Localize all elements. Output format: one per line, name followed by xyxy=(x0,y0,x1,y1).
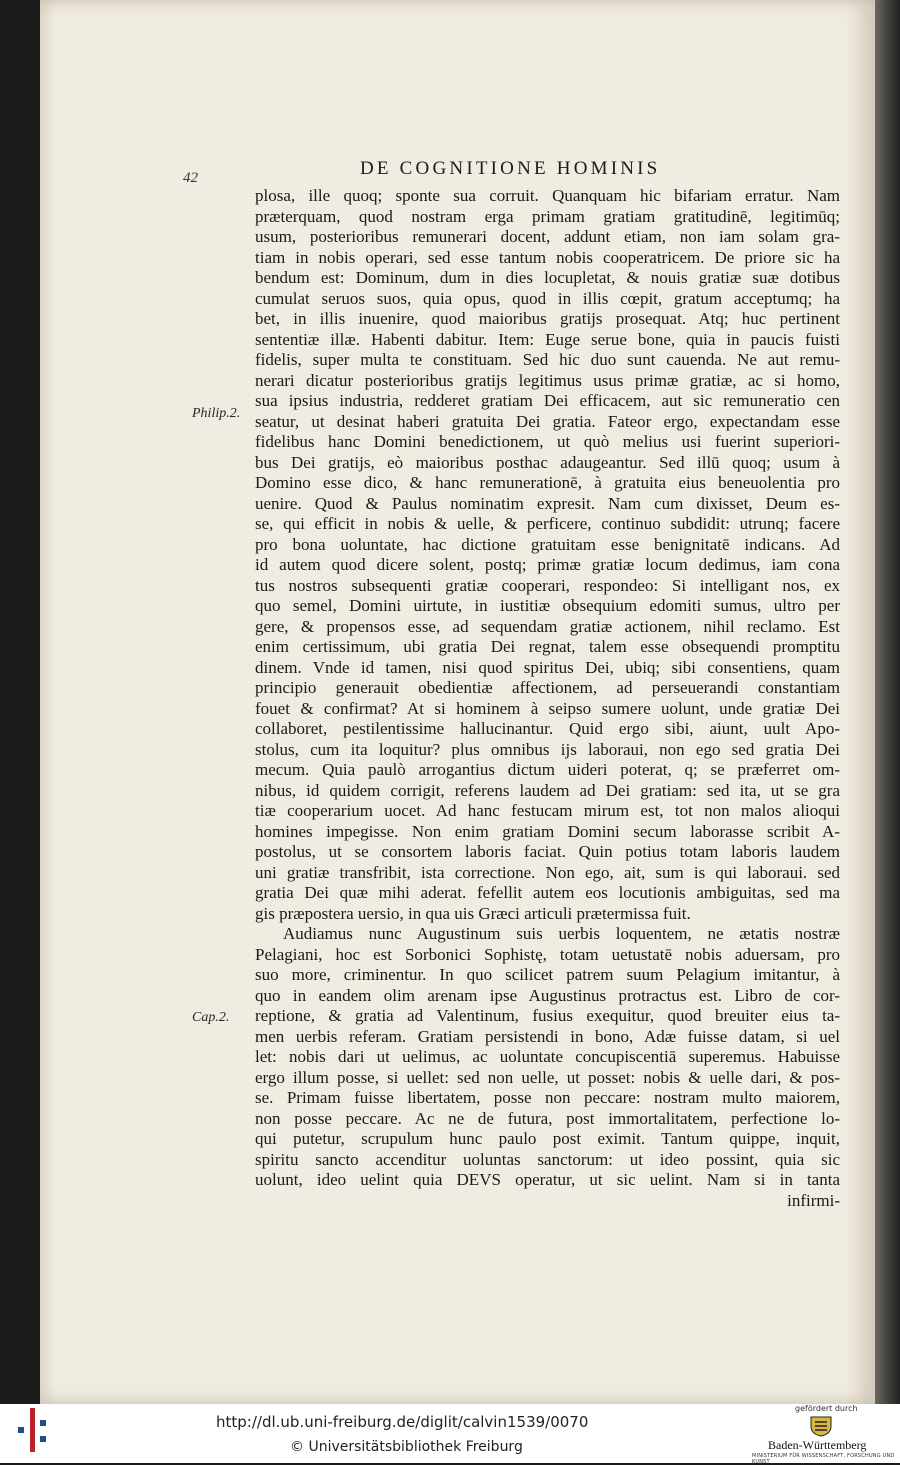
text-line: suo more, criminentur. In quo scilicet patrem suum Pelagium imitantur, à xyxy=(255,965,840,984)
text-line: mecum. Quia paulò arrogantius dictum uideri poterat, q; se præferret om- xyxy=(255,760,840,779)
text-line: men uerbis referam. Gratiam persistendi in bono, Adæ fuisse datam, si uel xyxy=(255,1026,840,1046)
text-line: stolus, cum ita loquitur? plus omnibus ijs laboraui, non ego sed gratia Dei xyxy=(255,739,840,759)
text-line: tiam in nobis operari, sed esse tantum nobis cooperatricem. De priore sic ha xyxy=(255,247,840,267)
text-line: bet, in illis inuenire, quod maioribus gratijs prosequat. Atq; huc pertinent xyxy=(255,309,840,328)
coat-of-arms-icon xyxy=(808,1415,834,1437)
text-line: Audiamus nunc Augustinum suis uerbis loquentem, ne ætatis nostræ xyxy=(283,924,840,943)
text-line: quo in eandem olim arenam ipse Augustinus protractus est. Libro de cor- xyxy=(255,985,840,1005)
marginal-note-cap: Cap.2. xyxy=(192,1010,230,1025)
text-line: plosa, ille quoq; sponte sua corruit. Quanquam hic bifariam erratur. Nam xyxy=(255,186,840,205)
text-line: non posse peccare. Ac ne de futura, post immortalitatem, perfectione lo- xyxy=(255,1108,840,1128)
page-edge xyxy=(875,0,900,1404)
text-line: principio generauit obedientiæ affectionem, ad perseuerandi constantiam xyxy=(255,678,840,697)
marginal-note-philip: Philip.2. xyxy=(192,406,241,421)
text-line: sua ipsius industria, redderet gratiam Dei efficacem, aut sic remuneratio cen xyxy=(255,391,840,410)
text-line: gis præpostera uersio, in qua uis Græci articuli prætermissa fuit. xyxy=(255,903,691,923)
text-line: se. Primam fuisse libertatem, posse non peccare: nostram multo maiorem, xyxy=(255,1088,840,1107)
text-line: seatur, ut desinat haberi gratuita Dei gratia. Fateor ergo, expectandam esse xyxy=(255,411,840,431)
permalink-url[interactable]: http://dl.ub.uni-freiburg.de/diglit/calvin1539/0070 xyxy=(216,1413,589,1431)
running-head: DE COGNITIONE HOMINIS xyxy=(360,158,661,179)
text-line: usum, posterioribus remunerari docent, addunt etiam, non iam solam gra- xyxy=(255,227,840,246)
body-text xyxy=(255,186,840,1211)
text-line: nibus, id quidem corrigit, referens laudem ad Dei gratiam: sed ita, ut se gra xyxy=(255,780,840,800)
text-line: Pelagiani, hoc est Sorbonici Sophistę, totam uetustatē nobis aduersam, pro xyxy=(255,944,840,964)
text-line: gere, & propensos esse, ad sequendam gratiæ actionem, nihil reclamo. Est xyxy=(255,616,840,636)
text-line: tiæ cooperarium uocet. Ad hanc festucam mirum est, tot non malos alioqui xyxy=(255,801,840,820)
text-line: præterquam, quod nostram erga primam gratiam gratitudinē, legitimūq; xyxy=(255,206,840,226)
text-line: dinem. Vnde id tamen, nisi quod spiritus Dei, ubiq; sibi consentiens, quam xyxy=(255,657,840,677)
text-line: ergo illum posse, si uellet: sed non uelle, ut posset: nobis & uelle dari, & pos- xyxy=(255,1067,840,1087)
text-line: pro bona uoluntate, hac dictione gratuitam esse benignitatē indicans. Ad xyxy=(255,534,840,554)
text-line: fouet & confirmat? At si hominem à seipso sumere uolunt, unde gratiæ Dei xyxy=(255,698,840,718)
text-line: fidelibus hanc Domini benedictionem, ut quò melius usi fuerint superiori- xyxy=(255,432,840,451)
text-line: fidelis, super multa te constituam. Sed hic duo sunt cauenda. Ne aut remu- xyxy=(255,350,840,369)
text-line: reptione, & gratia ad Valentinum, fusius exequitur, quod breuiter eius ta- xyxy=(255,1006,840,1025)
text-line: postolus, ut se consortem laboris faciat. Quin potius totam laboris laudem xyxy=(255,842,840,861)
text-line: uni gratiæ transfribit, ista correctione. Non ego, ait, sum is qui laboraui. sed xyxy=(255,862,840,882)
text-line: sententiæ illæ. Habenti dabitur. Item: Euge serue bone, quia in paucis fuisti xyxy=(255,329,840,349)
copyright-notice: © Universitätsbibliothek Freiburg xyxy=(290,1439,523,1455)
text-line: uolunt, ideo uelint quia DEVS operatur, ut sic uelint. Nam si in tanta xyxy=(255,1170,840,1189)
text-line: quo semel, Domini uirtute, in iustitiæ obsequium edomiti sumus, ultro per xyxy=(255,596,840,615)
funded-by-label: gefördert durch xyxy=(795,1404,858,1413)
text-line: Domino esse dico, & hanc remunerationē, à gratuita eius beneuolentia pro xyxy=(255,473,840,492)
text-line: homines impegisse. Non enim gratiam Domini secum laborasse scribit A- xyxy=(255,821,840,841)
funder-ministry: MINISTERIUM FÜR WISSENSCHAFT, FORSCHUNG UND KUNST xyxy=(752,1453,895,1465)
text-line: gratia Dei quæ mihi aderat. fefellit autem eos locutionis ambiguitas, sed ma xyxy=(255,883,840,902)
text-line: let: nobis dari ut uelimus, ac uoluntate concupiscentiā superemus. Habuisse xyxy=(255,1047,840,1066)
text-line: id autem quod dicere solent, postq; primæ gratiæ locum dedimus, iam cona xyxy=(255,555,840,574)
text-line: bus Dei gratijs, eò maioribus posthac adaugeantur. Sed illū quoq; usum à xyxy=(255,452,840,472)
funder-name: Baden-Württemberg xyxy=(768,1438,867,1452)
page-number: 42 xyxy=(183,170,198,186)
text-line: se, qui efficit in nobis & uelle, & perficere, continuo subdidit: utrunq; facere xyxy=(255,514,840,533)
text-line: tus nostros subsequenti gratiæ cooperari, respondeo: Si intelligant nos, ex xyxy=(255,575,840,595)
text-line: cumulat seruos suos, quia opus, quod in illis cœpit, gratum acceptumq; ha xyxy=(255,288,840,308)
library-logo xyxy=(18,1408,48,1452)
text-line: collaboret, pestilentissime hallucinantur. Quid ergo sibi, aiunt, uult Apo- xyxy=(255,719,840,738)
text-line: infirmi- xyxy=(787,1190,840,1210)
text-line: qui putetur, scrupulum hunc paulo post eximit. Tantum quippe, inquit, xyxy=(255,1129,840,1148)
text-line: enim certissimum, ubi gratia Dei regnat, talem esse obsequendi promptitu xyxy=(255,637,840,656)
text-line: spiritu sancto accenditur uoluntas sanctorum: ut ideo possint, quia sic xyxy=(255,1149,840,1169)
text-line: nerari dicatur posterioribus gratijs legitimus usus primæ gratiæ, ac si homo, xyxy=(255,370,840,390)
text-line: uenire. Quod & Paulus nominatim expresit. Nam cum dixisset, Deum es- xyxy=(255,493,840,513)
text-line: bendum est: Dominum, dum in dies locupletat, & nouis gratiæ suæ dotibus xyxy=(255,268,840,287)
